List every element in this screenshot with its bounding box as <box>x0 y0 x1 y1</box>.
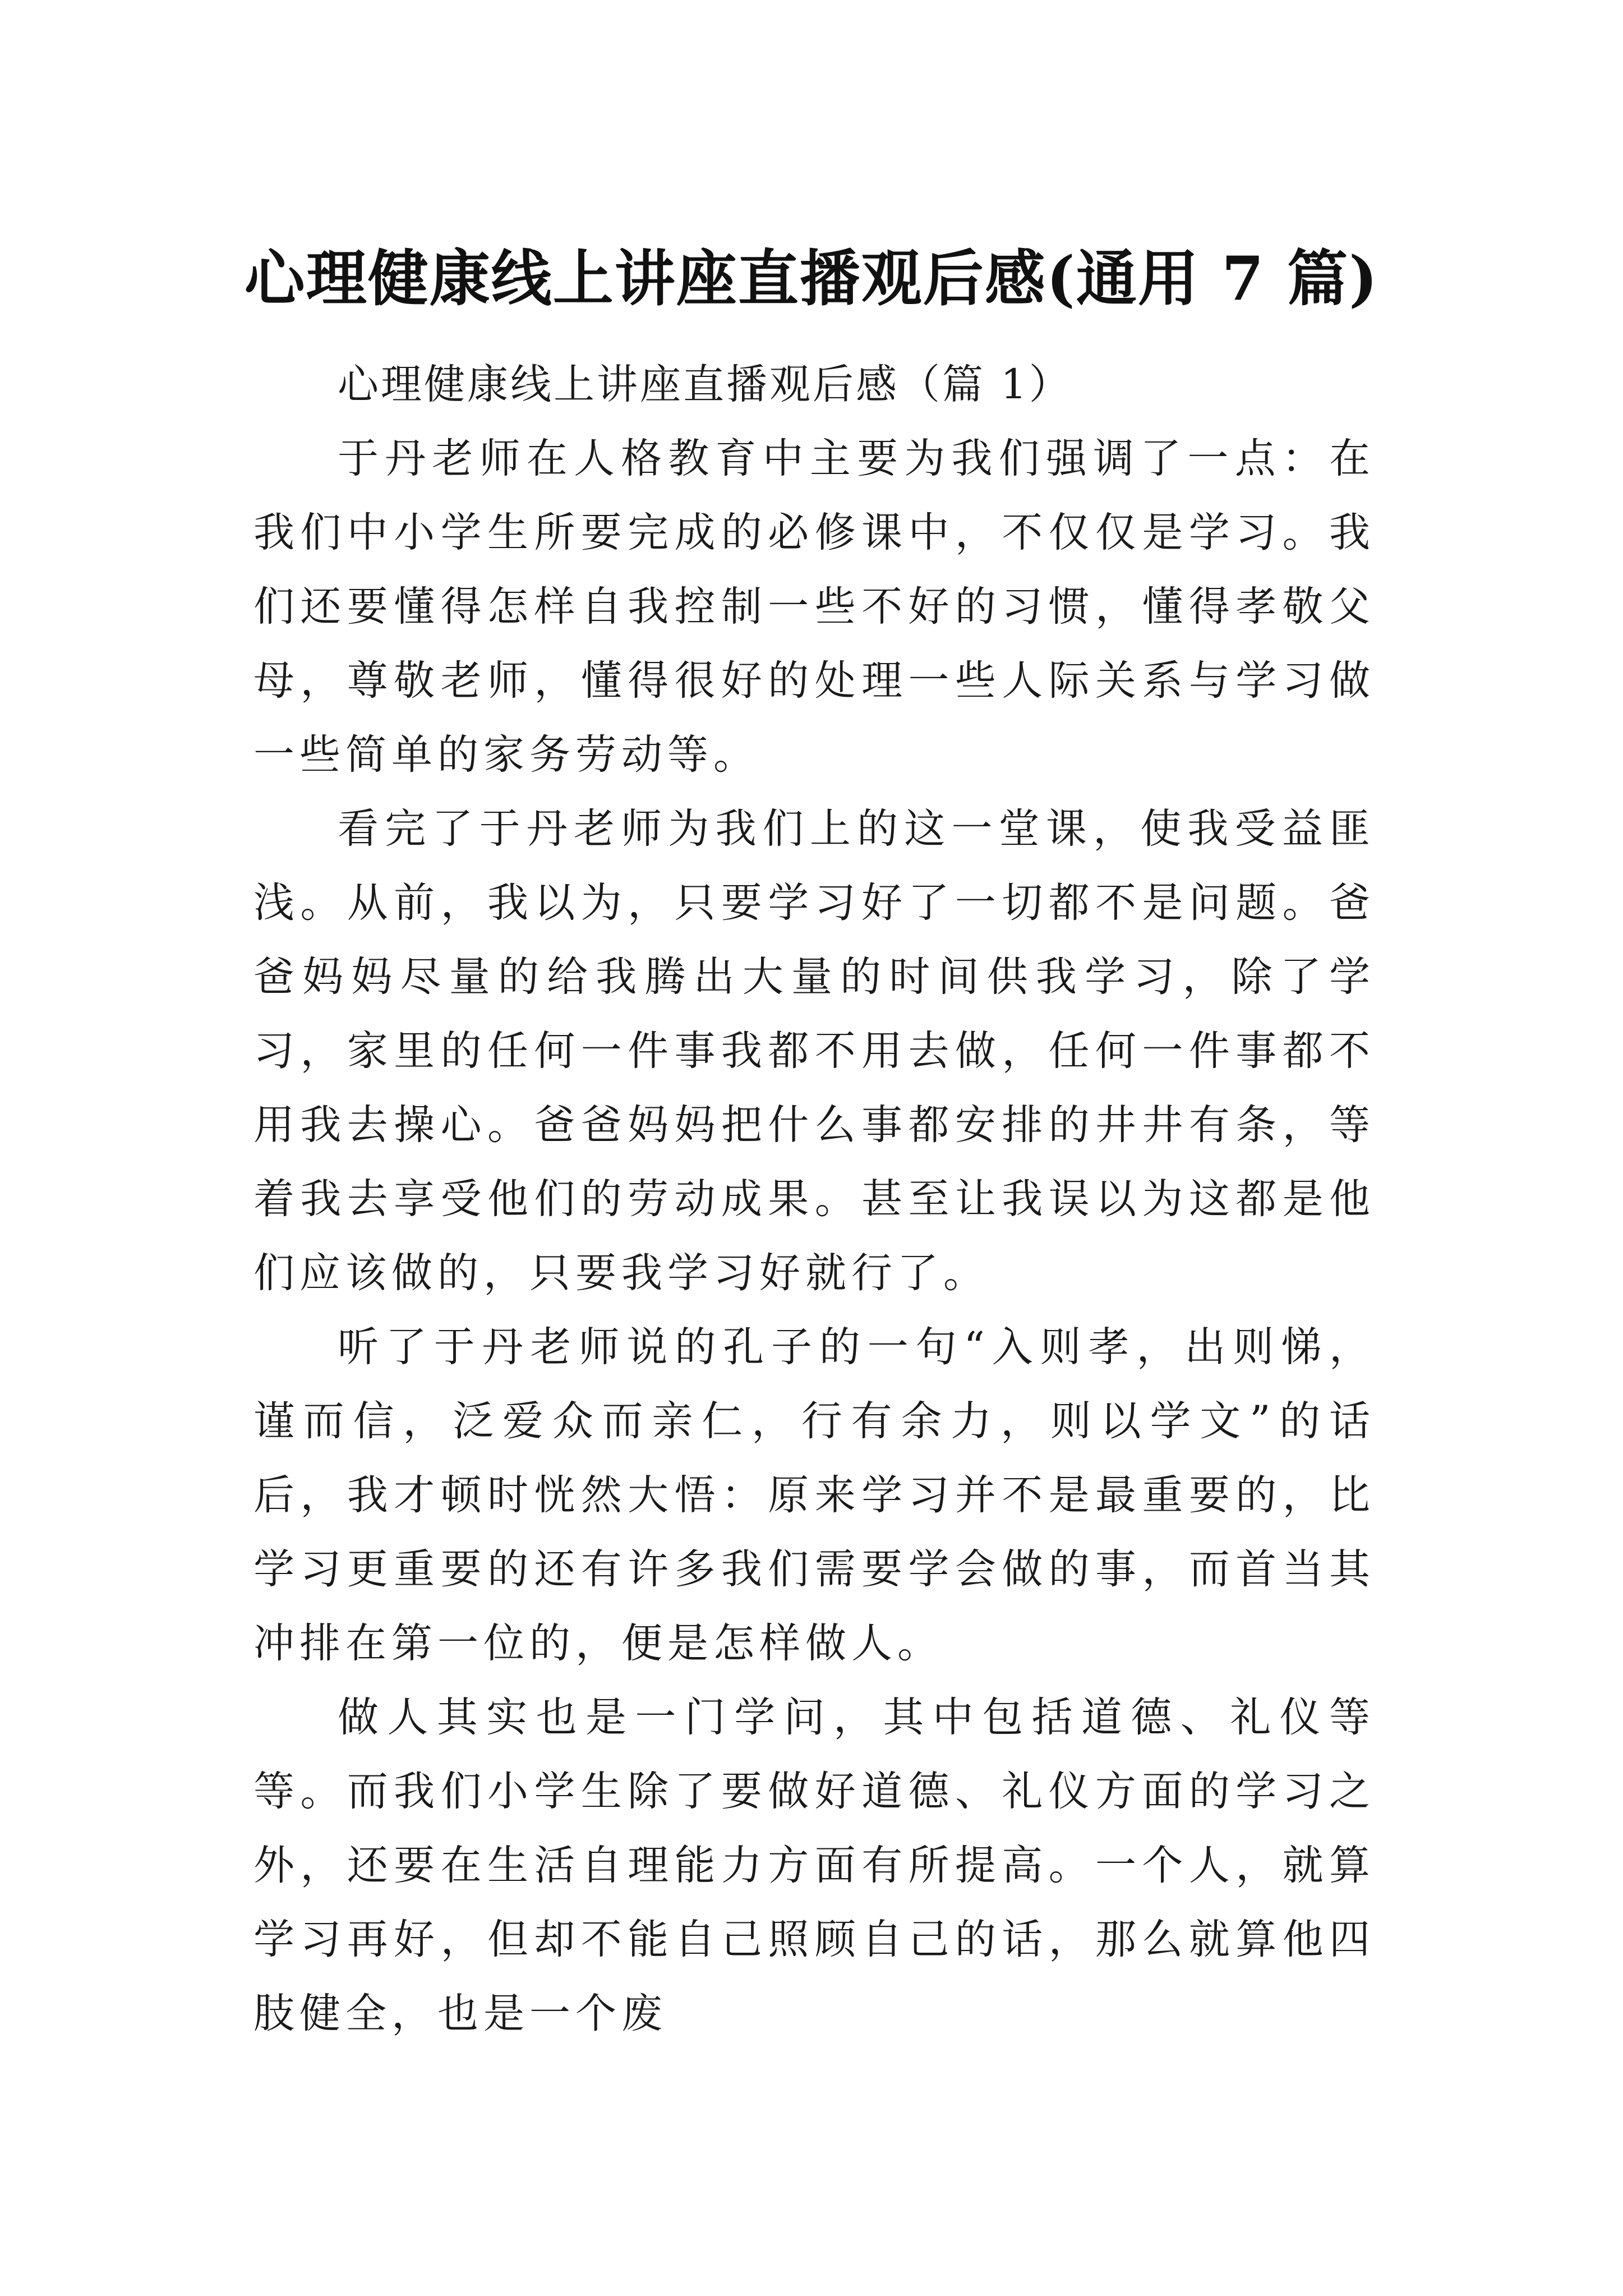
paragraph-1: 于丹老师在人格教育中主要为我们强调了一点：在我们中小学生所要完成的必修课中，不仅仅是学习。我们还要懂得怎样自我控制一些不好的习惯，懂得孝敬父母，尊敬老师，懂得很好的处理一些人际关系与学习做一些简单的家务劳动等。 <box>253 435 1375 779</box>
document-title: 心理健康线上讲座直播观后感(通用 7 篇) <box>244 243 1379 315</box>
document-body <box>253 348 1375 2051</box>
paragraph-3: 听了于丹老师说的孔子的一句“入则孝，出则悌，谨而信，泛爱众而亲仁，行有余力，则以学文”的话后，我才顿时恍然大悟：原来学习并不是最重要的，比学习更重要的还有许多我们需要学会做的事，而首当其冲排在第一位的，便是怎样做人。 <box>253 1323 1375 1667</box>
paragraph-4: 做人其实也是一门学问，其中包括道德、礼仪等等。而我们小学生除了要做好道德、礼仪方面的学习之外，还要在生活自理能力方面有所提高。一个人，就算学习再好，但却不能自己照顾自己的话，那么就算他四肢健全，也是一个废 <box>253 1694 1375 2037</box>
paragraph-2: 看完了于丹老师为我们上的这一堂课，使我受益匪浅。从前，我以为，只要学习好了一切都不是问题。爸爸妈妈尽量的给我腾出大量的时间供我学习，除了学习，家里的任何一件事我都不用去做，任何一件事都不用我去操心。爸爸妈妈把什么事都安排的井井有条，等着我去享受他们的劳动成果。甚至让我误以为这都是他们应该做的，只要我学习好就行了。 <box>253 805 1375 1297</box>
section-heading: 心理健康线上讲座直播观后感（篇 1） <box>338 361 1072 408</box>
